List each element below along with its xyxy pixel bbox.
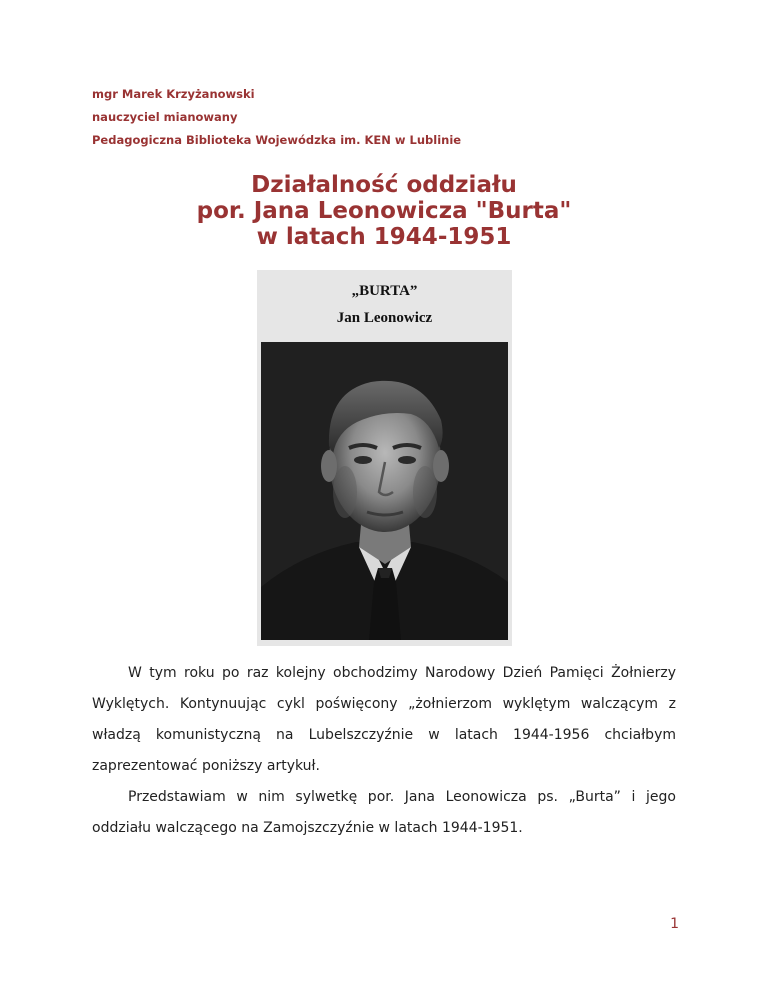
paragraph-2: Przedstawiam w nim sylwetkę por. Jana Leonowicza ps. „Burta” i jego oddziału walczącego na Zamojszczyźnie w latach 1944-1951. <box>92 789 676 836</box>
author-institution: Pedagogiczna Biblioteka Wojewódzka im. KEN w Lublinie <box>92 133 462 147</box>
photo-caption-name: Jan Leonowicz <box>336 310 433 326</box>
title-line-1: Działalność oddziału <box>251 172 517 198</box>
photo-caption-pseudonym: „BURTA” <box>351 283 418 299</box>
body-text <box>92 658 676 844</box>
document-title <box>84 172 684 250</box>
title-line-2: por. Jana Leonowicza "Burta" <box>196 198 572 224</box>
title-line-3: w latach 1944-1951 <box>256 224 512 250</box>
author-name: mgr Marek Krzyżanowski <box>92 87 255 101</box>
portrait-photo <box>261 342 508 640</box>
paragraph-1: W tym roku po raz kolejny obchodzimy Narodowy Dzień Pamięci Żołnierzy Wyklętych. Kontynuując cykl poświęcony „żołnierzom wyklętym walczącym z władzą komunistyczną na Lubelszczyźnie w latach 1944-1956 chciałbym zaprezentować poniższy artykuł. <box>92 665 676 774</box>
page-number: 1 <box>670 916 679 932</box>
photo-card <box>257 270 512 646</box>
author-block <box>92 83 692 152</box>
author-position: nauczyciel mianowany <box>92 110 238 124</box>
